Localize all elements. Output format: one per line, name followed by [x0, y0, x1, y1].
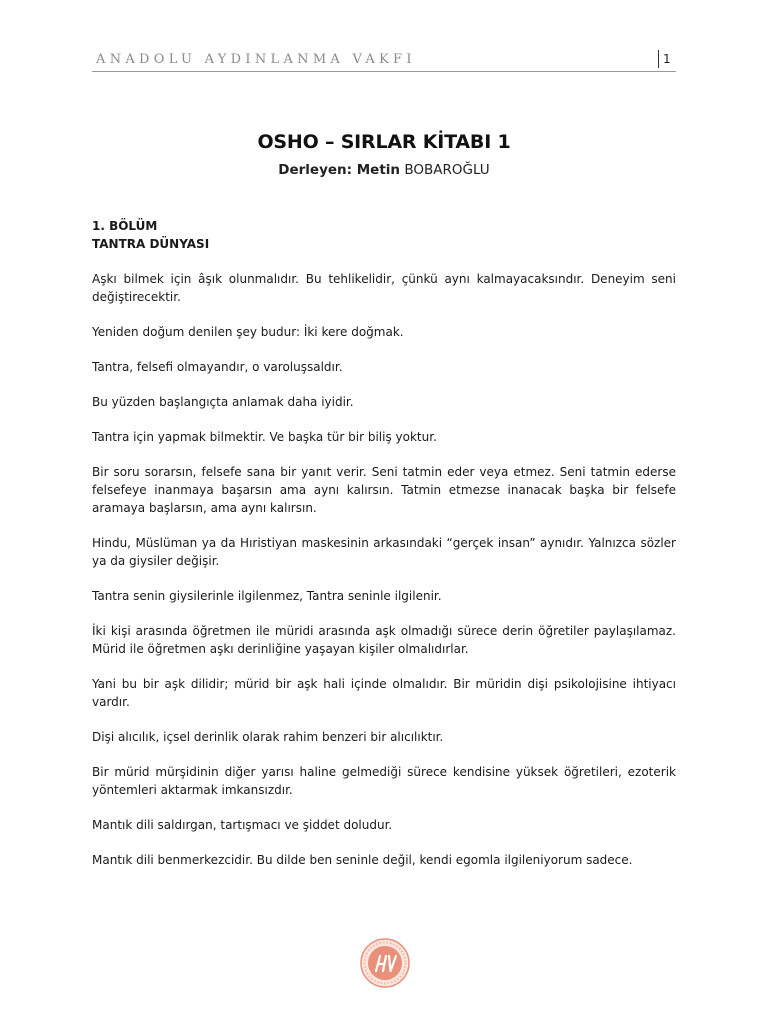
body-text: [92, 217, 676, 869]
paragraph: Bu yüzden başlangıçta anlamak daha iyidir.: [92, 395, 354, 409]
header-rule: [92, 71, 676, 72]
paragraph: Bir mürid mürşidinin diğer yarısı haline gelmediği sürece kendisine yüksek öğretileri, ezoterik yöntemleri aktarmak imkansızdır.: [92, 765, 676, 797]
paragraph: Tantra için yapmak bilmektir. Ve başka tür bir biliş yoktur.: [92, 430, 437, 444]
paragraph: Hindu, Müslüman ya da Hıristiyan maskesinin arkasındaki “gerçek insan” aynıdır. Yalnızca sözler ya da giysiler değişir.: [92, 536, 676, 568]
section-title: TANTRA DÜNYASI: [92, 237, 210, 251]
paragraph: Mantık dili benmerkezcidir. Bu dilde ben seninle değil, kendi egomla ilgileniyorum sadece.: [92, 853, 633, 867]
foundation-seal-logo-icon: [359, 937, 411, 989]
paragraph: Tantra, felsefi olmayandır, o varoluşsaldır.: [92, 360, 343, 374]
page-number: 1: [663, 52, 671, 66]
header-organization-name: ANADOLU AYDINLANMA VAKFI: [96, 52, 416, 67]
paragraph: Tantra senin giysilerinle ilgilenmez, Tantra seninle ilgilenir.: [92, 589, 442, 603]
header-separator: [658, 50, 659, 68]
paragraph: Dişi alıcılık, içsel derinlik olarak rahim benzeri bir alıcılıktır.: [92, 730, 444, 744]
document-subtitle: [92, 162, 676, 178]
compiled-by-label: Derleyen: Metin: [278, 162, 401, 178]
section-number: 1. BÖLÜM: [92, 219, 158, 233]
paragraph: Aşkı bilmek için âşık olunmalıdır. Bu tehlikelidir, çünkü aynı kalmayacaksındır. Deneyim seni değiştirecektir.: [92, 272, 676, 304]
compiled-by-name: BOBAROĞLU: [404, 162, 490, 178]
paragraph: İki kişi arasında öğretmen ile müridi arasında aşk olmadığı sürece derin öğretiler paylaşılamaz. Mürid ile öğretmen aşkı derinliğine yaşayan kişiler olmalıdırlar.: [92, 624, 676, 656]
paragraph: Bir soru sorarsın, felsefe sana bir yanıt verir. Seni tatmin eder veya etmez. Seni tatmin ederse felsefeye inanmaya başarsın ama aynı kalırsın. Tatmin etmezse inanacak başka bir felsefe aramaya başlarsın, ama aynı kalırsın.: [92, 465, 676, 515]
page-header: [92, 50, 676, 74]
paragraph: Yani bu bir aşk dilidir; mürid bir aşk hali içinde olmalıdır. Bir müridin dişi psikolojisine ihtiyacı vardır.: [92, 677, 676, 709]
paragraph: Mantık dili saldırgan, tartışmacı ve şiddet doludur.: [92, 818, 393, 832]
document-title: OSHO – SIRLAR KİTABI 1: [257, 131, 511, 153]
paragraph: Yeniden doğum denilen şey budur: İki kere doğmak.: [92, 325, 404, 339]
